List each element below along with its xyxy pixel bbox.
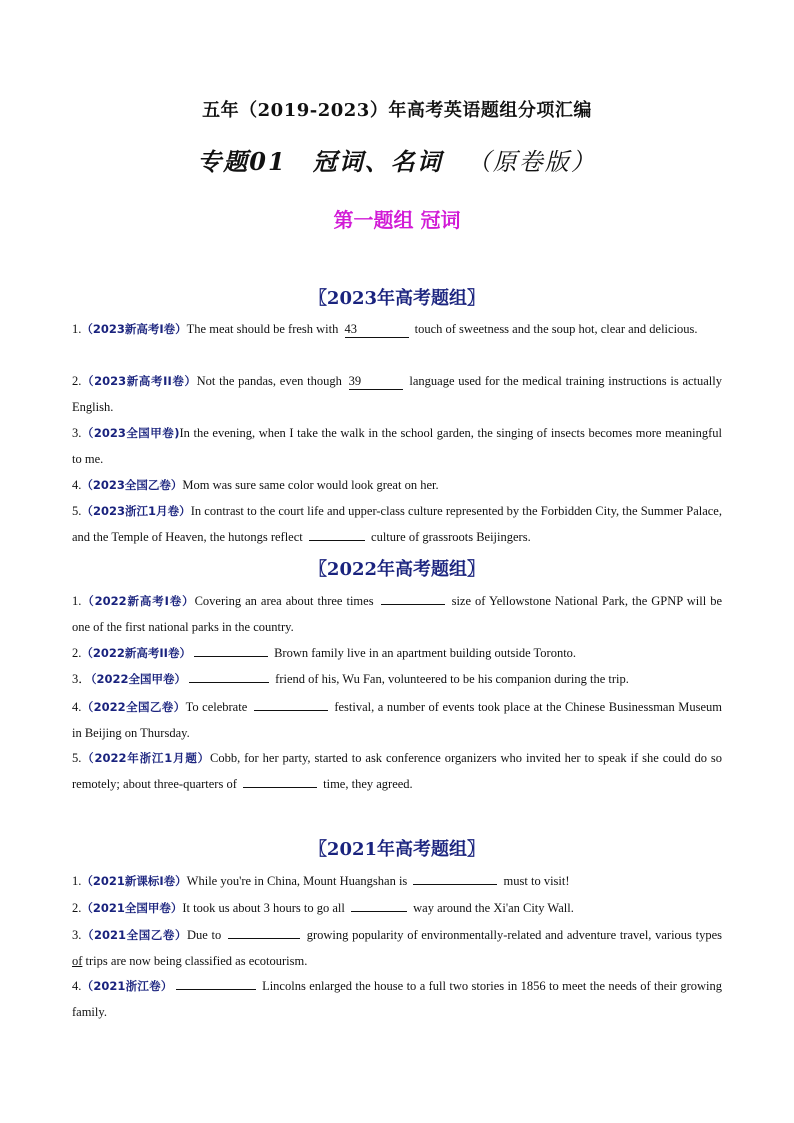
answer-blank <box>413 884 497 885</box>
question-2022-3 <box>72 666 722 692</box>
question-2021-1 <box>72 868 722 894</box>
question-number: 2. <box>72 646 82 660</box>
subtitle-text: 专题01 冠词、名词 <box>197 147 443 176</box>
question-text: way around the Xi'an City Wall. <box>413 901 574 915</box>
question-2023-4 <box>72 472 722 498</box>
question-number: 4. <box>72 700 82 714</box>
question-source: （2023新高考I卷） <box>81 322 187 336</box>
question-text: The meat should be fresh with <box>186 322 339 336</box>
answer-blank <box>381 604 445 605</box>
question-number: 4. <box>72 478 82 492</box>
answer-blank <box>228 938 300 939</box>
question-2022-5 <box>72 745 722 797</box>
question-text: Mom was sure same color would look great on her. <box>182 478 439 492</box>
answer-blank: 39 <box>349 374 403 390</box>
question-text: Due to <box>187 928 222 942</box>
question-source: （2023全国乙卷） <box>81 478 183 492</box>
question-source: （2023全国甲卷) <box>81 426 180 440</box>
question-number: 4. <box>72 979 82 993</box>
question-text: must to visit! <box>503 874 570 888</box>
question-2021-3 <box>72 922 722 974</box>
question-source: （2023浙江1月卷） <box>81 504 191 518</box>
question-source: （2022全国甲卷） <box>90 672 187 686</box>
question-number: 1. <box>72 874 82 888</box>
question-number: 2. <box>72 901 82 915</box>
document-title: 五年（2019-2023）年高考英语题组分项汇编 <box>202 100 592 121</box>
question-2023-2 <box>72 368 722 420</box>
question-number: 3． <box>72 672 91 686</box>
question-text: In contrast to the court life and upper-class culture represented by the Forbidden City, the Summer Palace, and the Temple of Heaven, the hutongs reflect <box>72 504 722 544</box>
question-number: 3. <box>72 928 82 942</box>
question-number: 5. <box>72 751 82 765</box>
question-2023-5 <box>72 498 722 550</box>
section-heading-2023: 〖2023年高考题组〗 <box>308 288 486 309</box>
question-text: culture of grassroots Beijingers. <box>371 530 531 544</box>
question-text: touch of sweetness and the soup hot, clear and delicious. <box>414 322 698 336</box>
answer-blank <box>351 911 407 912</box>
section-heading-2022: 〖2022年高考题组〗 <box>308 559 486 580</box>
question-number: 5. <box>72 504 82 518</box>
group-title: 第一题组 冠词 <box>333 208 461 232</box>
question-text: time, they agreed. <box>323 777 413 791</box>
question-2022-2 <box>72 640 722 666</box>
question-text: Brown family live in an apartment building outside Toronto. <box>274 646 577 660</box>
question-text: Not the pandas, even though <box>196 374 342 388</box>
underlined-word: of <box>72 954 83 968</box>
question-2023-3 <box>72 420 722 472</box>
question-text: festival, a number of events took place at the Chinese Businessman Museum in Beijing on Thursday. <box>72 700 722 740</box>
question-source: （2022新高考I卷） <box>81 594 195 608</box>
question-text: To celebrate <box>185 700 248 714</box>
section-heading-2021: 〖2021年高考题组〗 <box>308 839 486 860</box>
document-subtitle <box>0 142 794 177</box>
answer-blank: 43 <box>345 322 409 338</box>
question-text: trips are now being classified as ecotourism. <box>85 954 308 968</box>
question-source: （2023新高考II卷） <box>81 374 197 388</box>
question-text: Cobb, for her party, started to ask conference organizers who invited her to speak if she could do so remotely; about three-quarters of <box>72 751 723 791</box>
question-number: 3. <box>72 426 82 440</box>
question-number: 2. <box>72 374 82 388</box>
question-number: 1. <box>72 594 82 608</box>
answer-blank <box>176 989 256 990</box>
question-source: （2021全国甲卷） <box>81 901 183 915</box>
question-source: （2021新课标I卷） <box>81 874 187 888</box>
question-text: language used for the medical training instructions is actually English. <box>72 374 723 414</box>
answer-blank <box>254 710 328 711</box>
question-source: （2022新高考II卷） <box>81 646 191 660</box>
question-text: growing popularity of environmentally-related and adventure travel, various types <box>306 928 723 942</box>
answer-blank <box>189 682 269 683</box>
question-2022-1 <box>72 588 722 640</box>
question-source: （2022全国乙卷） <box>81 700 186 714</box>
question-text: In the evening, when I take the walk in the school garden, the singing of insects becomes more meaningful to me. <box>72 426 723 466</box>
answer-blank <box>243 787 317 788</box>
question-2021-4 <box>72 973 722 1025</box>
question-number: 1. <box>72 322 82 336</box>
question-text: Lincolns enlarged the house to a full two stories in 1856 to meet the needs of their growing family. <box>72 979 723 1019</box>
question-2021-2 <box>72 895 722 921</box>
question-source: （2021浙江卷） <box>81 979 173 993</box>
question-text: friend of his, Wu Fan, volunteered to be his companion during the trip. <box>275 672 629 686</box>
subtitle-variant: （原卷版） <box>466 148 597 176</box>
question-text: Covering an area about three times <box>194 594 374 608</box>
question-source: （2022年浙江1月题） <box>81 751 210 765</box>
question-text: It took us about 3 hours to go all <box>182 901 345 915</box>
question-2022-4 <box>72 694 722 746</box>
question-source: （2021全国乙卷） <box>81 928 188 942</box>
question-text: size of Yellowstone National Park, the GPNP will be one of the first national parks in the country. <box>72 594 723 634</box>
question-text: While you're in China, Mount Huangshan is <box>186 874 408 888</box>
answer-blank <box>194 656 268 657</box>
question-2023-1 <box>72 316 722 342</box>
answer-blank <box>309 540 365 541</box>
